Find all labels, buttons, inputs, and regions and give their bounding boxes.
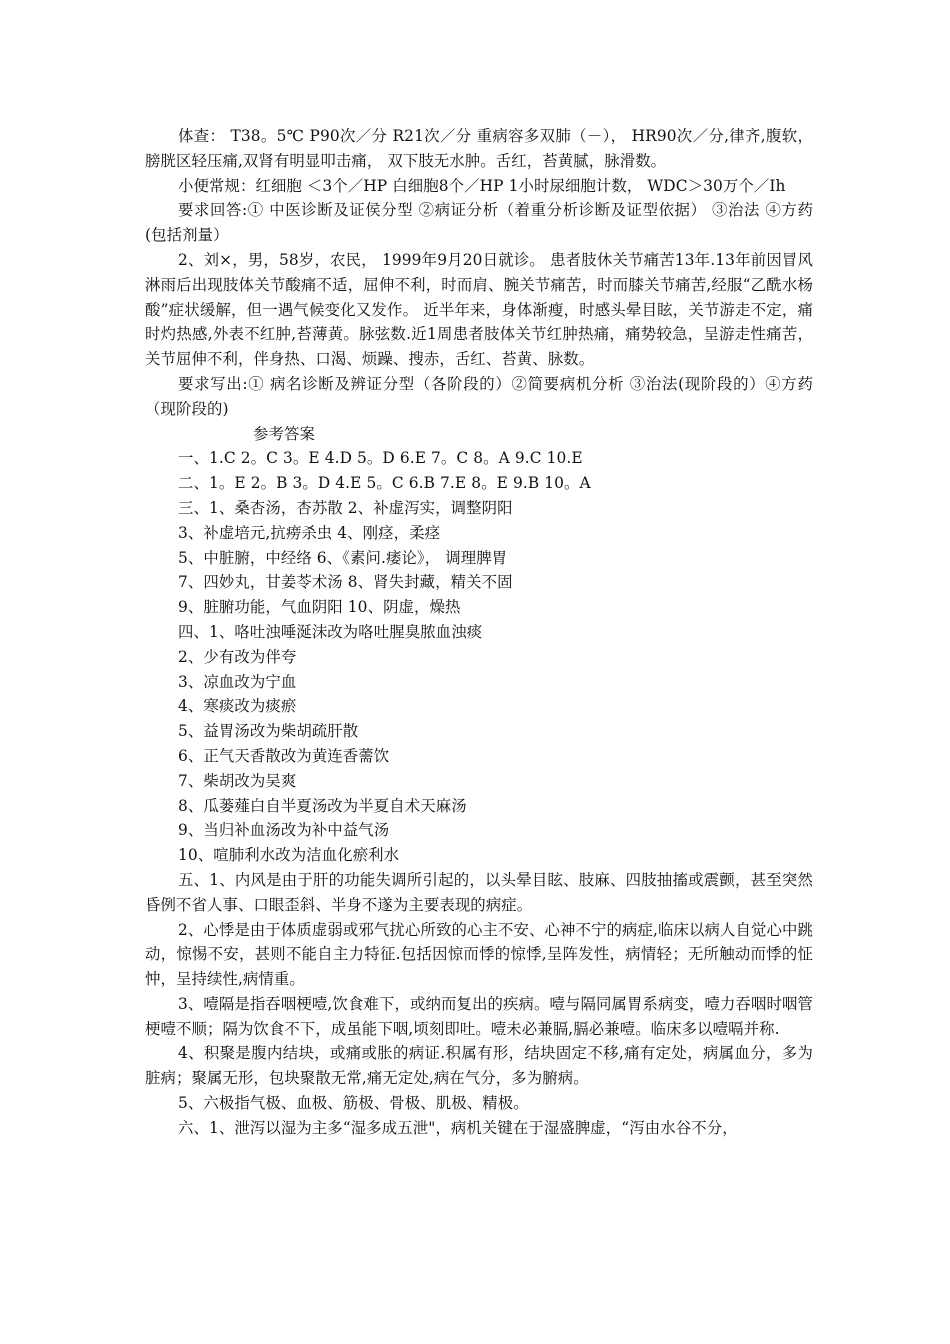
answer-section-3-line: 9、脏腑功能，气血阴阳 10、阴虚，燥热 bbox=[178, 598, 461, 617]
answer-section-5-paragraph: 4、积聚是腹内结块，或痛或胀的病证.积属有形，结块固定不移,痛有定处，病属血分，多为脏病；聚属无形，包块聚散无常,痛无定处,病在气分，多为腑病。 bbox=[145, 1044, 813, 1088]
case-2-paragraph: 2、刘×，男，58岁，农民， 1999年9月20日就诊。 患者肢休关节痛苦13年.13年前因冒风淋雨后出现肢体关节酸痛不适，屈伸不利，时而肩、腕关节痛苦，时而膝关节痛苦,经服“乙酰水杨酸”症状缓解，但一遇气候变化又发作。 近半年来，身体渐瘦，时感头晕目眩，关节游走不定，痛时灼热感,外表不红肿,苔薄黄。脉弦数.近1周患者肢体关节红肿热痛，痛势较急，呈游走性痛苦，关节屈伸不利，伴身热、口渴、烦躁、搜赤，舌红、苔黄、脉数。 bbox=[145, 250, 813, 369]
answer-section-6-paragraph: 六、1、泄泻以湿为主多“湿多成五泄"，病机关键在于湿盛脾虚，“泻由水谷不分， bbox=[178, 1118, 738, 1137]
answer-section-3-line: 3、补虚培元,抗痨杀虫 4、刚痉，柔痉 bbox=[178, 523, 441, 542]
answer-section-4-line: 5、益胃汤改为柴胡疏肝散 bbox=[178, 722, 359, 741]
answer-section-4-line: 2、少有改为伴夸 bbox=[178, 647, 297, 666]
question-2-requirements: 要求写出:① 病名诊断及辨证分型（各阶段的）②简要病机分析 ③治法(现阶段的）④方药（现阶段的) bbox=[145, 374, 813, 418]
question-1-requirements: 要求回答:① 中医诊断及证侯分型 ②病证分析（着重分析诊断及证型依据） ③治法 ④方药(包括剂量） bbox=[145, 201, 813, 245]
answer-section-1: 一、1.C 2。C 3。E 4.D 5。D 6.E 7。C 8。A 9.C 10.E bbox=[178, 449, 583, 468]
answer-section-4-line: 10、喧肺利水改为洁血化瘀利水 bbox=[178, 846, 400, 865]
answer-section-3-line: 7、四妙丸，甘姜苓术汤 8、肾失封藏，精关不固 bbox=[178, 573, 513, 592]
answer-section-5-paragraph: 2、心悸是由于体质虚弱或邪气扰心所致的心主不安、心神不宁的病症,临床以病人自觉心中跳动，惊惕不安，甚则不能自主力特征.包括因惊而悸的惊悸,呈阵发性，病情轻；无所触动而悸的怔忡，呈持续性,病情重。 bbox=[145, 920, 813, 989]
answer-section-5-paragraph: 五、1、内风是由于肝的功能失调所引起的，以头晕目眩、肢麻、四肢抽搐或震颤，甚至突然昏例不省人事、口眼歪斜、半身不遂为主要表现的病症。 bbox=[145, 870, 813, 914]
answer-section-4-line: 3、凉血改为宁血 bbox=[178, 672, 297, 691]
answer-section-5-paragraph: 3、噎隔是指吞咽梗噎,饮食难下，或纳而复出的疾病。噎与隔同属胃系病变，噎力吞咽时咽管梗噎不顺；隔为饮食不下，成虽能下咽,顷刻即吐。噎未必兼膈,膈必兼噎。临床多以噎嗝并称. bbox=[145, 994, 813, 1038]
answer-section-5-paragraph: 5、六极指气极、血极、筋极、骨极、肌极、精极。 bbox=[178, 1094, 529, 1113]
answer-section-4-line: 7、柴胡改为吴爽 bbox=[178, 771, 297, 790]
answer-key-heading: 参考答案 bbox=[253, 424, 315, 443]
answer-section-2: 二、1。E 2。B 3。D 4.E 5。C 6.B 7.E 8。E 9.B 10。A bbox=[178, 474, 591, 493]
document-page bbox=[145, 124, 813, 1141]
answer-section-4-line: 4、寒痰改为痰瘀 bbox=[178, 697, 297, 716]
exam-findings-paragraph: 体查： T38。5℃ P90次／分 R21次／分 重病容多双肺（－）， HR90次／分,律齐,腹软，膀胱区轻压痛,双肾有明显叩击痛， 双下肢无水肿。舌红，苔黄腻，脉滑数。 bbox=[145, 127, 813, 170]
answer-section-3-line: 5、中脏腑，中经络 6、《素问.痿论》， 调理脾胃 bbox=[178, 548, 508, 567]
answer-section-4-line: 8、瓜蒌薤白自半夏汤改为半夏自术天麻汤 bbox=[178, 796, 467, 815]
answer-section-4-line: 四、1、咯吐浊唾涎沫改为咯吐腥臭脓血浊痰 bbox=[178, 622, 483, 641]
answer-section-3-line: 三、1、桑杏汤，杏苏散 2、补虚泻实，调整阴阳 bbox=[178, 498, 513, 517]
answer-section-4-line: 9、当归补血汤改为补中益气汤 bbox=[178, 821, 390, 840]
answer-section-4-line: 6、正气天香散改为黄连香薷饮 bbox=[178, 746, 390, 765]
urine-test-paragraph: 小便常规：红细胞 ＜3个／HP 白细胞8个／HP 1小时尿细胞计数， WDC＞30万个／Ih bbox=[178, 176, 786, 195]
